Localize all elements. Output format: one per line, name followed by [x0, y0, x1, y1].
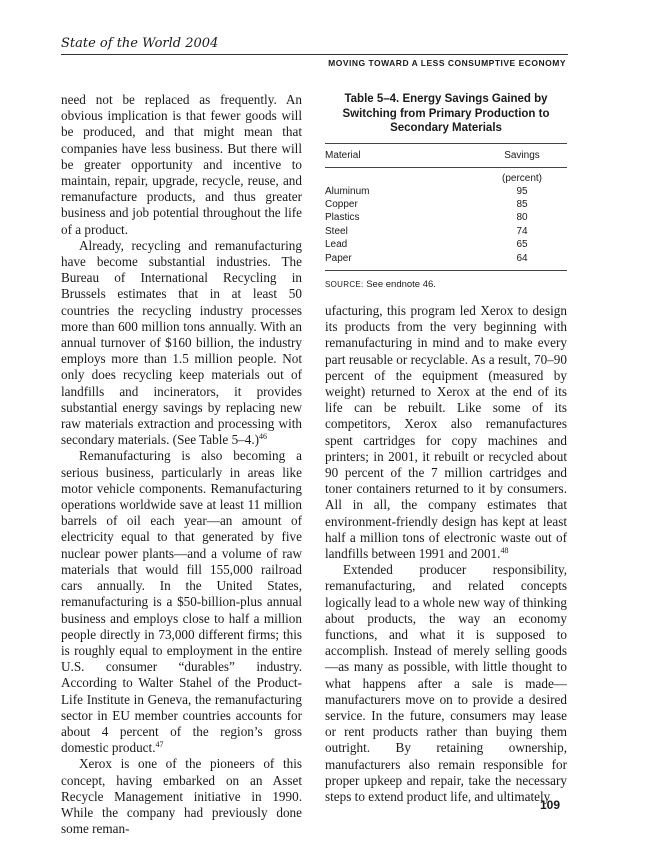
- left-paragraph-2: [61, 238, 302, 449]
- material-cell: Steel: [325, 225, 348, 237]
- right-paragraph-2: Extended producer responsibility, remanufacturing, and related concepts logically lead to a whole new way of thinking about products, the way an economy functions, and what it is supposed to accomplish. Instead of merely selling goods—as many as possible, with little thought to what happens after a sale is made—manufacturers move on to provide a desired service. In the future, consumers may lease or rent products rather than buying them outright. By retaining ownership, manufacturers also remain responsible for proper upkeep and repair, take the necessary steps to extend product life, and ultimately: [325, 562, 567, 805]
- material-cell: Plastics: [325, 212, 360, 224]
- table-title: Table 5–4. Energy Savings Gained by Switching from Primary Production to Secondary Materials: [342, 93, 550, 134]
- savings-cell: 65: [516, 239, 528, 251]
- endnote-48: 48: [500, 546, 509, 556]
- table-header-row: [325, 144, 567, 167]
- left-paragraph-2-text: Already, recycling and remanufacturing have become substantial industries. The Bureau of International Recycling in Brussels estimates that in at least 50 countries the recycling industry processes more than 600 million tons annually. With an annual turnover of $160 billion, the industry employs more than 1.5 million people. Not only does recycling keep materials out of landfills and incinerators, it provides substantial energy savings by replacing new raw materials extraction and processing with secondary materials. (See Table 5–4.): [61, 237, 302, 448]
- savings-cell: 85: [516, 198, 528, 210]
- table-body: [325, 185, 567, 270]
- header-rule: [61, 54, 568, 55]
- material-cell: Paper: [325, 252, 352, 264]
- savings-cell: 80: [516, 212, 528, 224]
- right-column: [325, 303, 567, 805]
- endnote-47: 47: [155, 740, 164, 750]
- chapter-title: MOVING TOWARD A LESS CONSUMPTIVE ECONOMY: [328, 58, 566, 68]
- left-paragraph-3-text: Remanufacturing is also becoming a serious business, particularly in areas like motor vehicle components. Remanufacturing operations worldwide save at least 11 million barrels of oil each year—an amount of electricity equal to that generated by five nuclear power plants—and a volume of raw materials that would fill 155,000 railroad cars annually. In the United States, remanufacturing is a $50-billion-plus annual business and employs close to half a million people directly in 73,000 different firms; this is roughly equal to employment in the entire U.S. consumer “durables” industry. According to Walter Stahel of the Product-Life Institute in Geneva, the remanufacturing sector in EU member countries accounts for about 4 percent of the region’s gross domestic product.: [61, 448, 302, 756]
- table-row: [325, 198, 567, 211]
- table-unit-row: [325, 168, 567, 185]
- table-row: [325, 185, 567, 198]
- table-row: [325, 211, 567, 224]
- running-title: State of the World 2004: [61, 36, 219, 51]
- left-paragraph-3: [61, 448, 302, 756]
- right-paragraph-1: [325, 303, 567, 562]
- endnote-46: 46: [259, 432, 268, 442]
- energy-savings-table: [325, 92, 567, 291]
- left-paragraph-1: need not be replaced as frequently. An obvious implication is that fewer goods will be produced, and that might mean that companies have less business. But there will be greater opportunity and incentive to maintain, repair, upgrade, recycle, reuse, and remanufacture products, and thus greater business and job potential throughout the life of a product.: [61, 92, 302, 237]
- column-header-material: Material: [325, 149, 361, 161]
- material-cell: Copper: [325, 198, 358, 210]
- column-header-savings: Savings: [504, 149, 540, 161]
- page-number: 109: [540, 798, 561, 812]
- savings-cell: 74: [516, 225, 528, 237]
- savings-cell: 95: [516, 185, 528, 197]
- left-paragraph-4: Xerox is one of the pioneers of this concept, having embarked on an Asset Recycle Management initiative in 1990. While the company had previously done some reman-: [61, 756, 302, 837]
- table-source: [325, 279, 567, 291]
- source-text: See endnote 46.: [366, 278, 436, 290]
- table-row: [325, 225, 567, 238]
- table-row: [325, 238, 567, 251]
- savings-unit: (percent): [501, 172, 542, 184]
- table-row: [325, 252, 567, 265]
- source-label: SOURCE:: [325, 279, 364, 289]
- table-bottom-rule: [325, 270, 567, 271]
- material-cell: Aluminum: [325, 185, 370, 197]
- right-paragraph-1-text: ufacturing, this program led Xerox to design its products from the very beginning with remanufacturing in mind and to make every part reusable or recyclable. As a result, 70–90 percent of the equipment (measured by weight) returned to Xerox at the end of its life can be rebuilt. Like some of its competitors, Xerox also remanufactures spent cartridges for copy machines and printers; in 2001, it rebuilt or recycled about 90 percent of the 7 million cartridges and toner containers returned to it by consumers. All in all, the company estimates that environment-friendly design has kept at least half a million tons of electronic waste out of landfills between 1991 and 2001.: [325, 303, 567, 562]
- left-column: [61, 92, 302, 837]
- savings-cell: 64: [516, 252, 528, 264]
- material-cell: Lead: [325, 239, 348, 251]
